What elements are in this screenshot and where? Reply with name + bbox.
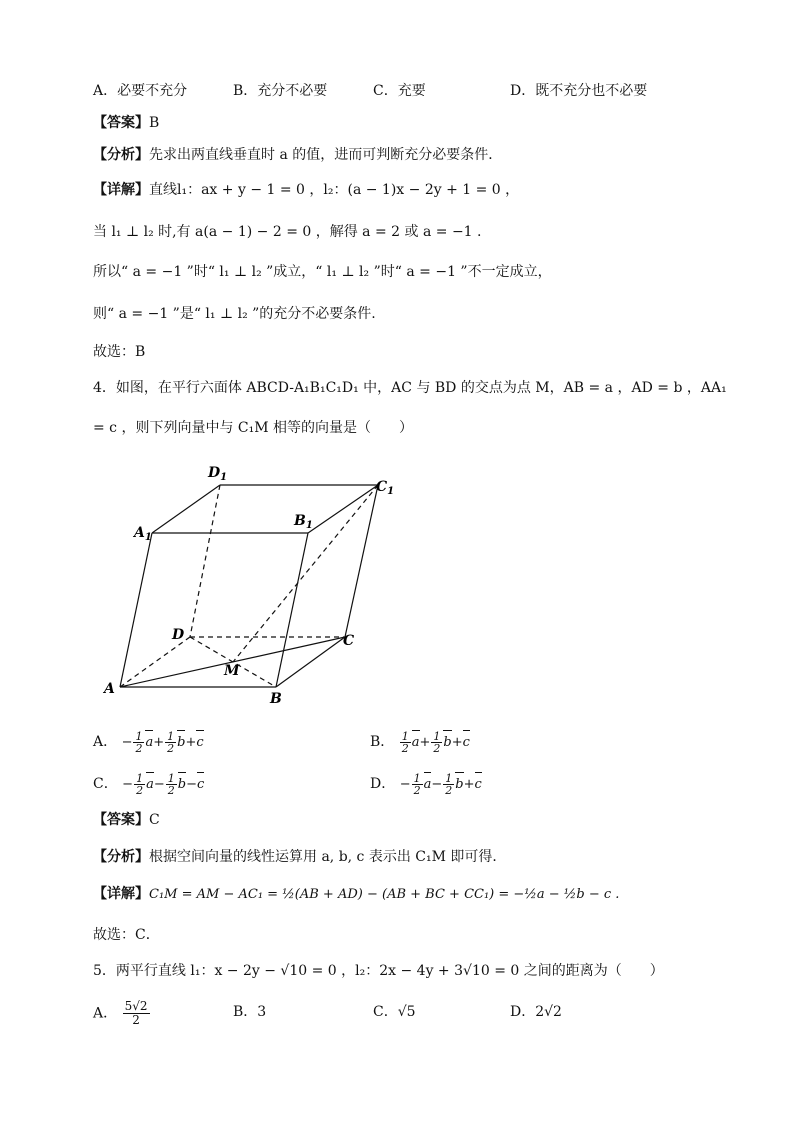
answer-tag: 【答案】 bbox=[93, 812, 149, 828]
label-c: C bbox=[343, 633, 355, 649]
detail-text: C₁M = AM − AC₁ = ½(AB + AD) − (AB + BC + CC₁) = −½a − ½b − c . bbox=[149, 887, 620, 902]
analysis-tag: 【分析】 bbox=[93, 849, 149, 865]
detail-tag: 【详解】 bbox=[93, 182, 149, 198]
q4-option-d: D． − $\frac{1}{2}$ a− $\frac{1}{2}$ b+c bbox=[370, 772, 482, 797]
edge-a1a bbox=[120, 533, 152, 687]
q3-option-c: C．充要 bbox=[373, 83, 426, 99]
q3-line4: 则“ a = −1 ”是“ l₁ ⊥ l₂ ”的充分不必要条件. bbox=[93, 306, 376, 322]
label-a: A bbox=[104, 681, 115, 697]
q4-answer bbox=[93, 810, 160, 830]
analysis-text: 根据空间向量的线性运算用 a, b, c 表示出 C₁M 即可得． bbox=[149, 849, 507, 865]
q4-detail bbox=[93, 884, 619, 905]
q3-option-a: A．必要不充分 bbox=[93, 83, 188, 99]
label-c1: $C_1$ bbox=[376, 479, 395, 497]
q4-option-b: B． $\frac{1}{2}$ a+ $\frac{1}{2}$ b+c bbox=[370, 730, 470, 755]
label-d: D bbox=[172, 627, 185, 643]
q4-option-a: A． − $\frac{1}{2}$ a+ $\frac{1}{2}$ b+c bbox=[93, 730, 204, 755]
q3-answer bbox=[93, 113, 159, 133]
analysis-tag: 【分析】 bbox=[93, 147, 149, 163]
detail-text: 直线l₁：ax + y − 1 = 0 ，l₂：(a − 1)x − 2y + 1 = 0 ， bbox=[149, 182, 520, 198]
edge-a1d1 bbox=[152, 485, 220, 533]
q3-line3: 所以“ a = −1 ”时“ l₁ ⊥ l₂ ”成立，“ l₁ ⊥ l₂ ”时“ a = −1 ”不一定成立， bbox=[93, 264, 552, 280]
q3-option-b: B．充分不必要 bbox=[233, 83, 328, 99]
q5-option-c: C．√5 bbox=[373, 1004, 416, 1020]
q4-stem-line1: 4．如图，在平行六面体 ABCD-A₁B₁C₁D₁ 中，AC 与 BD 的交点为点 M，AB = a ，AD = b ，AA₁ bbox=[93, 380, 727, 396]
q5-option-a: A． $\frac{5√2}{2}$ bbox=[93, 999, 148, 1027]
answer-text: B bbox=[149, 115, 160, 131]
answer-tag: 【答案】 bbox=[93, 115, 149, 131]
q3-analysis bbox=[93, 145, 502, 165]
analysis-text: 先求出两直线垂直时 a 的值，进而可判断充分必要条件． bbox=[149, 147, 503, 163]
q3-line2: 当 l₁ ⊥ l₂ 时,有 a(a − 1) − 2 = 0 ，解得 a = 2 或 a = −1 . bbox=[93, 224, 482, 240]
label-a1: $A_1$ bbox=[134, 525, 152, 543]
detail-tag: 【详解】 bbox=[93, 886, 149, 902]
q4-stem-line2: = c ，则下列向量中与 C₁M 相等的向量是（ ） bbox=[93, 420, 414, 436]
q3-choice: 故选：B bbox=[93, 344, 146, 360]
label-m: M bbox=[224, 663, 240, 679]
parallelepiped-figure bbox=[100, 455, 400, 710]
q4-option-c: C． − $\frac{1}{2}$ a− $\frac{1}{2}$ b−c bbox=[93, 772, 205, 797]
answer-text: C bbox=[149, 812, 160, 828]
edge-b1b bbox=[276, 533, 308, 687]
label-b: B bbox=[270, 691, 282, 707]
q5-option-d: D．2√2 bbox=[510, 1004, 562, 1020]
label-d1: $D_1$ bbox=[208, 465, 228, 483]
q4-choice: 故选：C． bbox=[93, 927, 160, 943]
q5-option-b: B．3 bbox=[233, 1004, 267, 1020]
edge-c1b1 bbox=[308, 485, 378, 533]
q3-option-d: D．既不充分也不必要 bbox=[510, 83, 648, 99]
q4-analysis bbox=[93, 847, 506, 867]
q5-stem: 5．两平行直线 l₁：x − 2y − √10 = 0 ，l₂：2x − 4y + 3√10 = 0 之间的距离为（ ） bbox=[93, 963, 664, 979]
label-b1: $B_1$ bbox=[294, 513, 313, 531]
segment-c1m bbox=[233, 485, 378, 662]
edge-d1d bbox=[190, 485, 220, 637]
q3-detail bbox=[93, 180, 519, 200]
edge-c1c bbox=[345, 485, 378, 637]
